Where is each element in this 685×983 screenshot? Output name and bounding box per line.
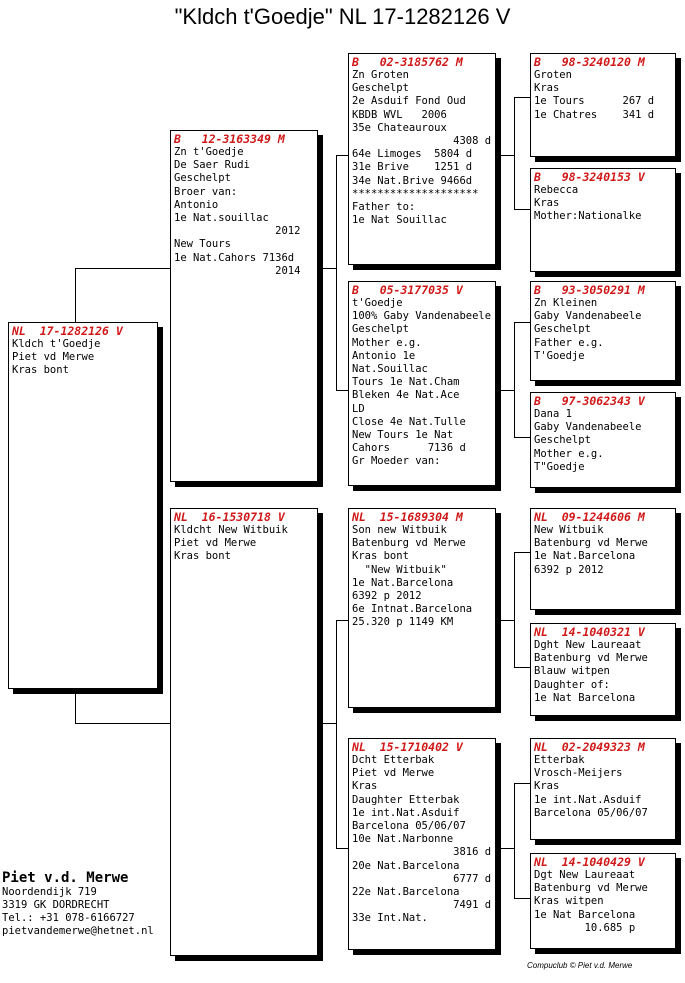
connector: [514, 322, 515, 437]
pigeon-box-sds[interactable]: [530, 281, 676, 381]
connector: [75, 723, 172, 724]
connector: [514, 552, 515, 667]
pigeon-box-main[interactable]: [8, 322, 158, 689]
pigeon-info-line: 7491 d: [352, 899, 492, 912]
pigeon-info-line: 6392 p 2012: [352, 590, 422, 603]
footer-credit: Compuclub © Piet v.d. Merwe: [527, 961, 633, 970]
ring-number: B 12-3163349 M: [174, 132, 285, 146]
ring-number: B 98-3240153 V: [534, 170, 645, 184]
ring-number: NL 16-1530718 V: [174, 510, 285, 524]
pigeon-box-sire[interactable]: [170, 130, 318, 482]
pigeon-info-line: 6777 d: [352, 872, 492, 885]
connector: [496, 155, 514, 156]
pigeon-info-line: 1e Nat.Barcelona: [534, 550, 636, 563]
pigeon-info-line: 1e Nat.souillac: [174, 212, 269, 225]
pigeon-info-line: Gr Moeder van:: [352, 455, 441, 468]
pigeon-info-line: Son new Witbuik: [352, 524, 447, 536]
ring-number: NL 09-1244606 M: [534, 510, 645, 524]
pigeon-info-line: T'Goedje: [534, 349, 585, 362]
pigeon-info-line: 1e Nat Barcelona: [534, 691, 636, 704]
connector: [514, 97, 530, 98]
owner-email[interactable]: pietvandemerwe@hetnet.nl: [2, 925, 154, 937]
pigeon-info-line: Kldcht New Witbuik: [174, 524, 288, 536]
pigeon-info-line: New Witbuik: [534, 524, 604, 536]
pigeon-info-line: 22e Nat.Barcelona: [352, 886, 460, 899]
connector: [75, 268, 76, 323]
pigeon-box-dam-dam[interactable]: [348, 738, 496, 950]
pigeon-info-line: Tours 1e Nat.Cham: [352, 376, 460, 389]
pigeon-info-line: Piet vd Merwe: [352, 767, 435, 780]
pigeon-info-line: "New Witbuik": [352, 563, 447, 576]
pigeon-info-line: Dgt New Laureaat: [534, 869, 636, 881]
pigeon-info-line: Zn Kleinen: [534, 297, 598, 309]
pigeon-info-line: Daughter Etterbak: [352, 793, 460, 806]
pigeon-info-line: Mother e.g.: [534, 447, 604, 460]
pigeon-info-line: 20e Nat.Barcelona: [352, 859, 460, 872]
pigeon-info-line: Dght New Laureaat: [534, 639, 642, 651]
pigeon-info-line: Kras: [534, 82, 560, 95]
owner-info: [2, 870, 154, 938]
pigeon-info-line: 2012: [174, 225, 301, 238]
pigeon-info-line: 2e Asduif Fond Oud: [352, 95, 466, 108]
pigeon-info-line: 1e int.Nat.Asduif: [352, 806, 460, 819]
pigeon-info-line: Rebecca: [534, 184, 579, 196]
pigeon-info-line: Barcelona 05/06/07: [352, 820, 466, 833]
pigeon-info-line: Daughter of:: [534, 678, 610, 691]
pigeon-box-sss[interactable]: [530, 53, 676, 157]
pigeon-info-line: 1e Nat Barcelona: [534, 908, 636, 921]
pigeon-info-line: 1e Chatres 341 d: [534, 108, 655, 121]
connector: [75, 690, 76, 723]
pigeon-box-sire-sire[interactable]: [348, 53, 496, 265]
pigeon-info-line: Gaby Vandenabeele: [534, 310, 642, 323]
pigeon-info-line: Antonio 1e: [352, 349, 416, 362]
pigeon-info-line: 10e Nat.Narbonne: [352, 833, 454, 846]
pigeon-info-line: Father e.g.: [534, 336, 604, 349]
connector: [75, 268, 172, 269]
pigeon-box-dds[interactable]: [530, 738, 676, 840]
pigeon-info-line: 1e Tours 267 d: [534, 95, 655, 108]
pigeon-info-line: 3816 d: [352, 846, 492, 859]
ring-number: B 98-3240120 M: [534, 55, 645, 69]
pigeon-info-line: Kras bont: [352, 550, 409, 563]
pigeon-info-line: ********************: [352, 187, 479, 200]
pigeon-info-line: Kras bont: [12, 364, 69, 377]
pigeon-info-line: Father to:: [352, 201, 416, 214]
ring-number: B 02-3185762 M: [352, 55, 463, 69]
owner-address: Noordendijk 719: [2, 886, 97, 898]
pigeon-info-line: Kras: [534, 780, 560, 793]
connector: [318, 268, 336, 269]
pigeon-info-line: Piet vd Merwe: [174, 537, 257, 550]
pigeon-info-line: Gaby Vandenabeele: [534, 421, 642, 434]
ring-number: NL 14-1040429 V: [534, 855, 645, 869]
pigeon-info-line: 1e Nat Souillac: [352, 214, 447, 227]
pigeon-info-line: Zn t'Goedje: [174, 146, 244, 158]
owner-phone: Tel.: +31 078-6166727: [2, 912, 135, 924]
ring-number: NL 14-1040321 V: [534, 625, 645, 639]
pigeon-info-line: 10.685 p: [534, 921, 636, 934]
pigeon-info-line: 35e Chateauroux: [352, 121, 447, 134]
pigeon-info-line: LD: [352, 402, 365, 415]
pigeon-info-line: De Saer Rudi: [174, 159, 250, 172]
pigeon-info-line: Vrosch-Meijers: [534, 767, 623, 780]
pigeon-info-line: 6392 p 2012: [534, 563, 604, 576]
pigeon-info-line: KBDB WVL 2006: [352, 108, 447, 121]
pigeon-info-line: Kras witpen: [534, 895, 604, 908]
pigeon-info-line: Geschelpt: [352, 82, 409, 95]
ring-number: B 97-3062343 V: [534, 394, 645, 408]
pigeon-info-line: Geschelpt: [534, 323, 591, 336]
pigeon-info-line: Etterbak: [534, 754, 585, 766]
pedigree-title: "Kldch t'Goedje" NL 17-1282126 V: [174, 4, 511, 29]
pigeon-info-line: Kras bont: [174, 550, 231, 563]
pigeon-info-line: 1e int.Nat.Asduif: [534, 793, 642, 806]
pigeon-info-line: New Tours: [174, 238, 231, 251]
pigeon-box-dsd[interactable]: [530, 623, 676, 716]
pigeon-info-line: Geschelpt: [534, 434, 591, 447]
ring-number: NL 02-2049323 M: [534, 740, 645, 754]
connector: [514, 97, 515, 209]
pigeon-info-line: 2014: [174, 264, 301, 277]
pigeon-box-sire-dam[interactable]: [348, 281, 496, 486]
connector: [514, 552, 530, 553]
pigeon-info-line: Antonio: [174, 198, 219, 211]
connector: [514, 783, 515, 898]
pigeon-box-dam-sire[interactable]: [348, 508, 496, 708]
pigeon-info-line: Kras: [534, 197, 560, 210]
pigeon-info-line: Batenburg vd Merwe: [534, 882, 648, 895]
ring-number: B 05-3177035 V: [352, 283, 463, 297]
pigeon-info-line: 1e Nat.Cahors 7136d: [174, 251, 295, 264]
pigeon-box-sdd[interactable]: [530, 392, 676, 488]
pigeon-info-line: Cahors 7136 d: [352, 442, 466, 455]
connector: [318, 723, 336, 724]
pigeon-box-ssd[interactable]: [530, 168, 676, 272]
pigeon-info-line: Close 4e Nat.Tulle: [352, 415, 466, 428]
pigeon-info-line: 25.320 p 1149 KM: [352, 616, 454, 629]
pigeon-info-line: Nat.Souillac: [352, 363, 428, 376]
pigeon-info-line: 64e Limoges 5804 d: [352, 148, 473, 161]
pigeon-info-line: Mother:Nationalke: [534, 210, 642, 223]
pigeon-info-line: Batenburg vd Merwe: [534, 537, 648, 550]
pigeon-info-line: 6e Intnat.Barcelona: [352, 603, 473, 616]
pigeon-info-line: Dcht Etterbak: [352, 754, 435, 766]
pigeon-info-line: Batenburg vd Merwe: [534, 652, 648, 665]
connector: [496, 620, 514, 621]
pigeon-info-line: Zn Groten: [352, 69, 409, 81]
pigeon-info-line: Dana 1: [534, 408, 572, 420]
connector: [514, 437, 530, 438]
ring-number: NL 15-1689304 M: [352, 510, 463, 524]
connector: [336, 620, 337, 848]
pigeon-info-line: 100% Gaby Vandenabeele: [352, 310, 492, 323]
pigeon-info-line: Geschelpt: [174, 172, 231, 185]
pigeon-info-line: Broer van:: [174, 185, 238, 198]
owner-city: 3319 GK DORDRECHT: [2, 899, 110, 911]
ring-number: NL 17-1282126 V: [12, 324, 123, 338]
pigeon-info-line: 31e Brive 1251 d: [352, 161, 473, 174]
connector: [514, 783, 530, 784]
pigeon-info-line: Blauw witpen: [534, 665, 610, 678]
pigeon-info-line: Kras: [352, 780, 378, 793]
connector: [496, 390, 514, 391]
connector: [514, 209, 530, 210]
pigeon-info-line: 1e Nat.Barcelona: [352, 576, 454, 589]
connector: [514, 322, 530, 323]
pigeon-box-dss[interactable]: [530, 508, 676, 610]
connector: [336, 155, 337, 390]
pigeon-info-line: 4308 d: [352, 135, 492, 148]
pigeon-info-line: t'Goedje: [352, 297, 403, 309]
pigeon-info-line: 34e Nat.Brive 9466d: [352, 174, 473, 187]
connector: [514, 667, 530, 668]
ring-number: B 93-3050291 M: [534, 283, 645, 297]
pigeon-info-line: New Tours 1e Nat: [352, 429, 454, 442]
pigeon-info-line: Barcelona 05/06/07: [534, 806, 648, 819]
pigeon-info-line: Groten: [534, 69, 572, 81]
ring-number: NL 15-1710402 V: [352, 740, 463, 754]
pigeon-info-line: Mother e.g.: [352, 336, 422, 349]
pigeon-info-line: Kldch t'Goedje: [12, 338, 101, 350]
pigeon-info-line: Bleken 4e Nat.Ace: [352, 389, 460, 402]
connector: [496, 848, 514, 849]
pigeon-info-line: Geschelpt: [352, 323, 409, 336]
pigeon-box-ddd[interactable]: [530, 853, 676, 949]
connector: [514, 898, 530, 899]
pigeon-box-dam[interactable]: [170, 508, 318, 956]
pigeon-info-line: Batenburg vd Merwe: [352, 537, 466, 550]
pigeon-info-line: T"Goedje: [534, 460, 585, 473]
pigeon-info-line: 33e Int.Nat.: [352, 912, 428, 925]
owner-name: Piet v.d. Merwe: [2, 870, 129, 886]
pigeon-info-line: Piet vd Merwe: [12, 351, 95, 364]
